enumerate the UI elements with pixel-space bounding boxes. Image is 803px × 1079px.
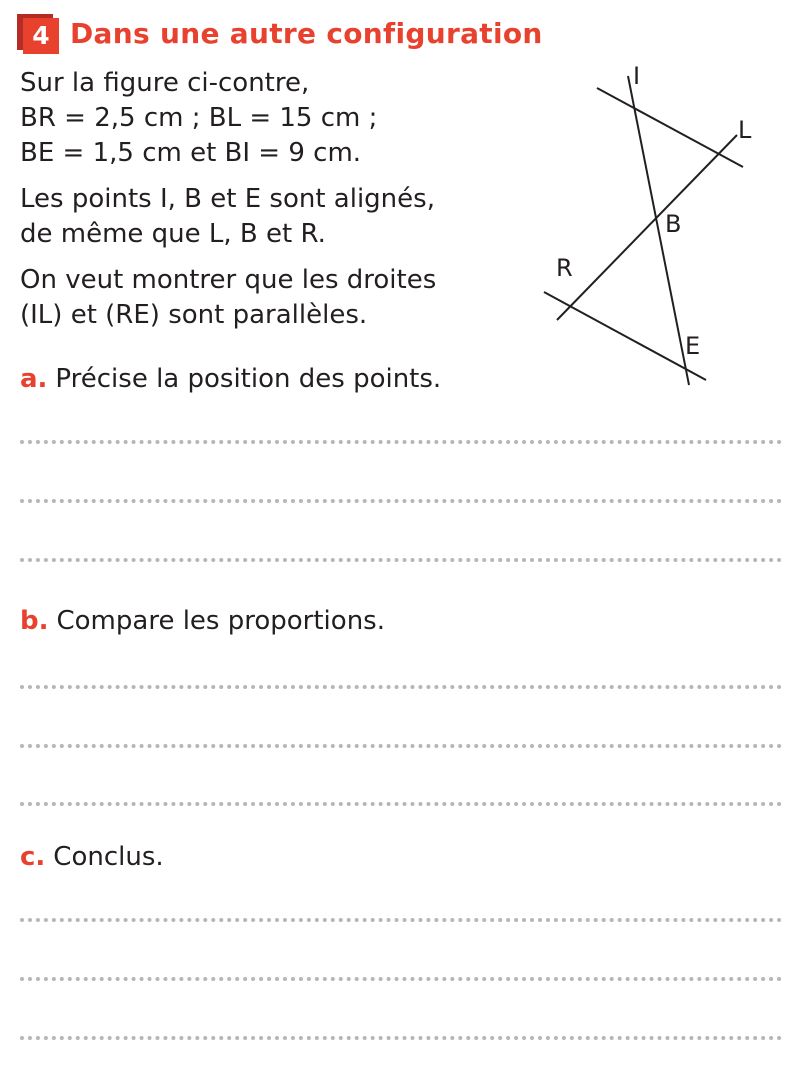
answer-line[interactable] [20, 685, 782, 689]
statement-paragraph-1 [20, 66, 530, 171]
statement-line: On veut montrer que les droites [20, 265, 437, 295]
statement-line: de même que L, B et R. [20, 219, 326, 249]
question-text: Conclus. [53, 842, 164, 872]
question-text: Précise la position des points. [55, 364, 442, 394]
answer-line[interactable] [20, 440, 782, 444]
answer-line[interactable] [20, 1036, 782, 1040]
label-B: B [665, 210, 682, 238]
answer-line[interactable] [20, 744, 782, 748]
label-R: R [556, 254, 573, 282]
exercise-header [17, 12, 543, 56]
geometry-figure [530, 55, 790, 395]
answer-line[interactable] [20, 977, 782, 981]
statement-paragraph-2 [20, 182, 530, 252]
line-RL [557, 135, 737, 320]
answer-line[interactable] [20, 802, 782, 806]
statement-line: BR = 2,5 cm ; BL = 15 cm ; [20, 103, 378, 133]
line-through-E [544, 292, 706, 380]
question-letter: a. [20, 364, 48, 394]
question-text: Compare les proportions. [56, 606, 385, 636]
statement-line: Sur la figure ci-contre, [20, 68, 310, 98]
exercise-number-badge [17, 14, 59, 54]
label-L: L [738, 116, 752, 144]
answer-line[interactable] [20, 918, 782, 922]
exercise-statement [20, 66, 530, 344]
exercise-title: Dans une autre configuration [70, 17, 543, 50]
question-c [20, 840, 164, 874]
exercise-number: 4 [23, 18, 59, 54]
statement-line: Les points I, B et E sont alignés, [20, 184, 435, 214]
label-E: E [685, 332, 701, 360]
statement-line: BE = 1,5 cm et BI = 9 cm. [20, 138, 362, 168]
answer-line[interactable] [20, 499, 782, 503]
statement-paragraph-3 [20, 263, 530, 333]
statement-line: (IL) et (RE) sont parallèles. [20, 300, 368, 330]
line-through-I [597, 88, 743, 167]
question-letter: b. [20, 606, 49, 636]
answer-line[interactable] [20, 558, 782, 562]
question-a [20, 362, 441, 396]
question-letter: c. [20, 842, 46, 872]
label-I: I [633, 62, 641, 90]
question-b [20, 604, 385, 638]
